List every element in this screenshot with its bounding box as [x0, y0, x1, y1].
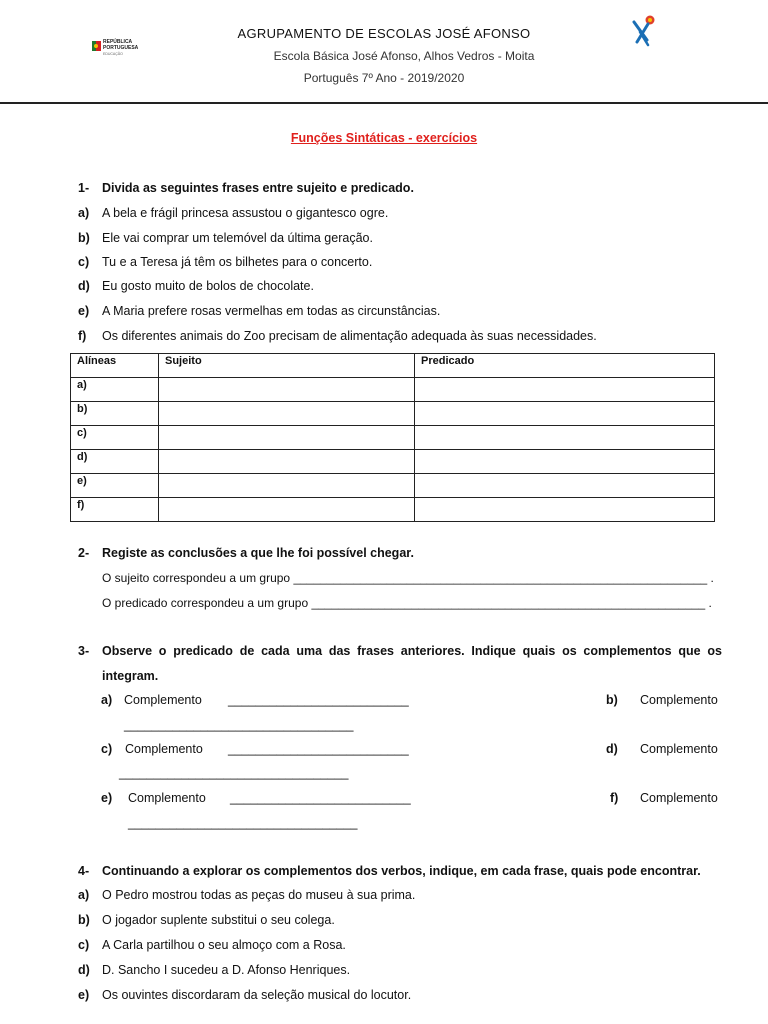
item-label: f) [78, 329, 87, 343]
page-header [0, 0, 768, 105]
q2-answer-line-predicado[interactable]: O predicado correspondeu a um grupo ___________________________________________________________ . [102, 596, 712, 610]
predicado-cell[interactable] [415, 498, 715, 522]
label-e: e) [101, 791, 113, 805]
item-label: a) [78, 888, 90, 902]
sujeito-cell[interactable] [159, 474, 415, 498]
school-logo-icon [628, 14, 662, 48]
table-row [71, 450, 715, 474]
header-divider [0, 102, 768, 104]
logo-subtext: EDUCAÇÃO [103, 52, 123, 56]
q2-number: 2- [78, 546, 90, 560]
item-text: Eu gosto muito de bolos de chocolate. [102, 279, 314, 293]
school-group-name: AGRUPAMENTO DE ESCOLAS JOSÉ AFONSO [237, 26, 531, 41]
sujeito-cell[interactable] [159, 402, 415, 426]
row-label: d) [71, 450, 159, 474]
table-row [71, 498, 715, 522]
label-d: d) [606, 742, 618, 756]
row-label: a) [71, 378, 159, 402]
blank-e[interactable]: __________________________ [230, 791, 411, 805]
predicado-cell[interactable] [415, 450, 715, 474]
course-year: Português 7º Ano - 2019/2020 [303, 71, 465, 85]
column-header-predicado: Predicado [415, 354, 715, 378]
blank-c[interactable]: __________________________ [228, 742, 409, 756]
blank-a[interactable]: __________________________ [228, 693, 409, 707]
complemento-label: Complemento [125, 742, 203, 756]
item-label: a) [78, 206, 90, 220]
row-label: f) [71, 498, 159, 522]
worksheet-title: Funções Sintáticas - exercícios [290, 131, 478, 145]
item-text: Os ouvintes discordaram da seleção musical do locutor. [102, 988, 412, 1002]
table-row [71, 402, 715, 426]
sujeito-cell[interactable] [159, 378, 415, 402]
column-header-alineas: Alíneas [71, 354, 159, 378]
item-label: b) [78, 913, 90, 927]
complemento-label: Complemento [124, 693, 202, 707]
q3-number: 3- [78, 644, 90, 658]
item-label: d) [78, 279, 90, 293]
item-text: A Carla partilhou o seu almoço com a Rosa. [102, 938, 346, 952]
table-row [71, 474, 715, 498]
item-text: O jogador suplente substitui o seu colega. [102, 913, 335, 927]
item-label: e) [78, 304, 90, 318]
row-label: c) [71, 426, 159, 450]
q4-prompt: Continuando a explorar os complementos dos verbos, indique, em cada frase, quais pode encontrar. [102, 864, 701, 878]
complemento-label: Complemento [640, 693, 718, 707]
label-a: a) [101, 693, 113, 707]
table-row [71, 378, 715, 402]
item-text: A bela e frágil princesa assustou o gigantesco ogre. [102, 206, 389, 220]
q1-number: 1- [78, 181, 90, 195]
q4-number: 4- [78, 864, 90, 878]
item-label: c) [78, 938, 90, 952]
label-c: c) [101, 742, 113, 756]
complemento-label: Complemento [128, 791, 206, 805]
blank-b[interactable]: _________________________________ [124, 718, 354, 732]
blank-d[interactable]: _________________________________ [119, 766, 349, 780]
row-label: b) [71, 402, 159, 426]
item-label: e) [78, 988, 90, 1002]
column-header-sujeito: Sujeito [159, 354, 415, 378]
q3-prompt: Observe o predicado de cada uma das frases anteriores. Indique quais os complementos que os integram. [102, 644, 722, 683]
row-label: e) [71, 474, 159, 498]
item-text: Tu e a Teresa já têm os bilhetes para o concerto. [102, 255, 373, 269]
sujeito-cell[interactable] [159, 498, 415, 522]
complemento-label: Complemento [640, 791, 718, 805]
item-text: D. Sancho I sucedeu a D. Afonso Henriques. [102, 963, 351, 977]
predicado-cell[interactable] [415, 474, 715, 498]
predicado-cell[interactable] [415, 426, 715, 450]
table-row [71, 426, 715, 450]
sujeito-cell[interactable] [159, 426, 415, 450]
q2-prompt: Registe as conclusões a que lhe foi possível chegar. [102, 546, 414, 560]
item-text: Os diferentes animais do Zoo precisam de alimentação adequada às suas necessidades. [102, 329, 597, 343]
answer-table [70, 353, 715, 522]
predicado-cell[interactable] [415, 378, 715, 402]
predicado-cell[interactable] [415, 402, 715, 426]
school-name: Escola Básica José Afonso, Alhos Vedros - Moita [273, 49, 535, 63]
logo-text: REPÚBLICA PORTUGUESA [103, 39, 139, 51]
blank-f[interactable]: _________________________________ [128, 816, 358, 830]
item-text: O Pedro mostrou todas as peças do museu à sua prima. [102, 888, 416, 902]
label-b: b) [606, 693, 618, 707]
label-f: f) [610, 791, 619, 805]
sujeito-cell[interactable] [159, 450, 415, 474]
q1-prompt: Divida as seguintes frases entre sujeito e predicado. [102, 181, 414, 195]
complemento-label: Complemento [640, 742, 718, 756]
item-label: b) [78, 231, 90, 245]
item-text: Ele vai comprar um telemóvel da última geração. [102, 231, 373, 245]
table-header-row [71, 354, 715, 378]
item-label: c) [78, 255, 90, 269]
item-text: A Maria prefere rosas vermelhas em todas as circunstâncias. [102, 304, 441, 318]
item-label: d) [78, 963, 90, 977]
q2-answer-line-sujeito[interactable]: O sujeito correspondeu a um grupo ______________________________________________________________ . [102, 571, 714, 585]
